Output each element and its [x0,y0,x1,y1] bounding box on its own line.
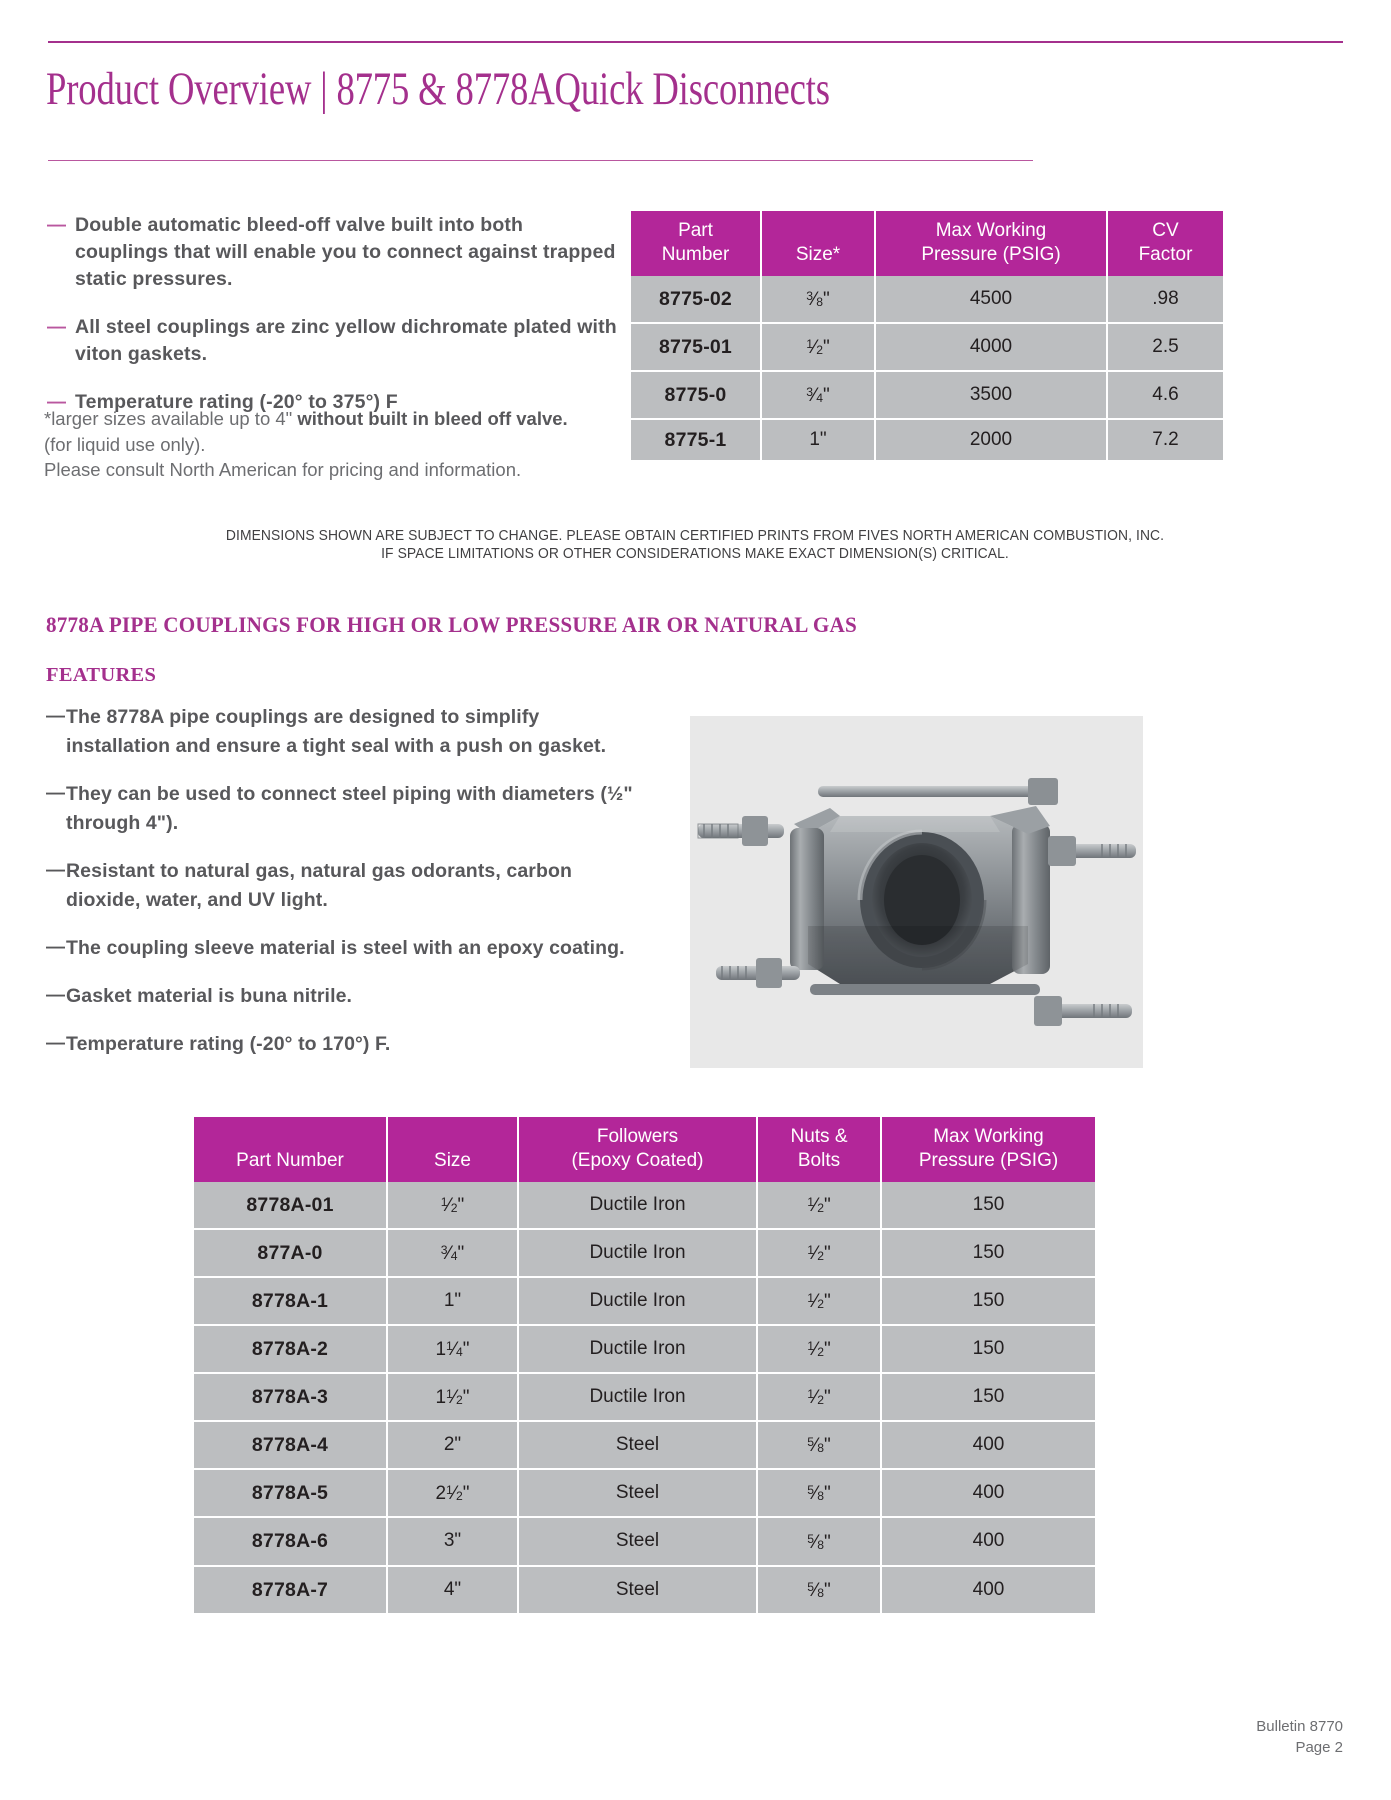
page-footer [1256,1716,1343,1758]
cell-followers: Ductile Iron [518,1182,757,1229]
table-row [194,1229,1095,1277]
cell-nuts-bolts: $^1⁄_2$" [757,1229,881,1277]
footnote-line-3: Please consult North American for pricing and information. [44,459,522,480]
column-header-followers: Followers (Epoxy Coated) [518,1117,757,1182]
disclaimer [125,528,1265,563]
table-row [194,1517,1095,1565]
column-header-part-number: Part Number [194,1117,387,1182]
cell-size: $^1⁄_2$" [761,323,875,371]
cell-size: $1^1⁄_2$" [387,1373,518,1421]
top-bullet-list [47,212,617,437]
cell-part-number: 8778A-2 [194,1325,387,1373]
list-item [47,314,617,368]
cell-nuts-bolts: $^5⁄_8$" [757,1517,881,1565]
page-title: Product Overview | 8775 & 8778AQuick Disconnects [46,63,830,115]
table-row [631,323,1223,371]
dash-icon: — [47,215,66,236]
footnote [44,406,644,483]
bullet-text: The coupling sleeve material is steel with an epoxy coating. [66,937,625,959]
cell-pressure: 150 [881,1182,1095,1229]
cell-cv: 4.6 [1107,371,1223,419]
cell-pressure: 400 [881,1421,1095,1469]
cell-part-number: 8778A-5 [194,1469,387,1517]
cell-size: 1" [387,1277,518,1325]
cell-nuts-bolts: $^1⁄_2$" [757,1373,881,1421]
cell-pressure: 4000 [875,323,1107,371]
dash-icon: — [46,706,65,727]
features-heading: FEATURES [46,664,157,686]
dash-icon: — [46,985,65,1006]
disclaimer-line-2: IF SPACE LIMITATIONS OR OTHER CONSIDERATIONS MAKE EXACT DIMENSION(S) CRITICAL. [381,545,1009,562]
cell-pressure: 400 [881,1517,1095,1565]
cell-followers: Ductile Iron [518,1229,757,1277]
header-bottom-rule [48,160,1033,161]
cell-size: 3" [387,1517,518,1565]
table-quick-disconnects [631,211,1223,460]
cell-nuts-bolts: $^5⁄_8$" [757,1469,881,1517]
cell-size: 2" [387,1421,518,1469]
cell-size: 4" [387,1566,518,1613]
header-top-rule [48,41,1343,43]
disclaimer-line-1: DIMENSIONS SHOWN ARE SUBJECT TO CHANGE. PLEASE OBTAIN CERTIFIED PRINTS FROM FIVES NORTH AMERICAN COMBUSTION, INC. [225,528,1165,544]
cell-size: $^3⁄_4$" [761,371,875,419]
cell-pressure: 400 [881,1566,1095,1613]
cell-followers: Steel [518,1566,757,1613]
table-row [631,276,1223,323]
cell-followers: Steel [518,1469,757,1517]
footer-page-number: Page 2 [1295,1739,1343,1756]
column-header-max-working-pressure: Max Working Pressure (PSIG) [875,211,1107,276]
cell-part-number: 8778A-4 [194,1421,387,1469]
table-row [631,371,1223,419]
table-pipe-couplings [194,1117,1095,1613]
bullet-text: All steel couplings are zinc yellow dichromate plated with viton gaskets. [75,316,617,365]
cell-part-number: 877A-0 [194,1229,387,1277]
table-header-row [631,211,1223,276]
cell-nuts-bolts: $^5⁄_8$" [757,1421,881,1469]
cell-pressure: 150 [881,1277,1095,1325]
cell-pressure: 150 [881,1373,1095,1421]
cell-pressure: 3500 [875,371,1107,419]
cell-size: $^3⁄_4$" [387,1229,518,1277]
column-header-nuts-bolts: Nuts & Bolts [757,1117,881,1182]
footer-bulletin: Bulletin 8770 [1256,1718,1343,1735]
table-row [194,1469,1095,1517]
cell-nuts-bolts: $^1⁄_2$" [757,1277,881,1325]
list-item [46,1030,646,1059]
cell-part-number: 8778A-6 [194,1517,387,1565]
cell-followers: Ductile Iron [518,1277,757,1325]
cell-part-number: 8778A-1 [194,1277,387,1325]
list-item [46,934,646,963]
cell-part-number: 8775-01 [631,323,761,371]
bullet-text: Gasket material is buna nitrile. [66,985,353,1007]
cell-followers: Steel [518,1421,757,1469]
cell-part-number: 8778A-01 [194,1182,387,1229]
list-item [46,780,646,838]
product-photo [690,716,1143,1068]
bullet-text: The 8778A pipe couplings are designed to simplify installation and ensure a tight seal with a push on gasket. [66,706,607,757]
table-header-row [194,1117,1095,1182]
cell-pressure: 400 [881,1469,1095,1517]
list-item [47,212,617,293]
table-row [194,1421,1095,1469]
section-heading: 8778A PIPE COUPLINGS FOR HIGH OR LOW PRESSURE AIR OR NATURAL GAS [46,612,857,637]
column-header-cv-factor: CV Factor [1107,211,1223,276]
dash-icon: — [46,937,65,958]
table-row [194,1277,1095,1325]
table-row [631,419,1223,460]
cell-pressure: 4500 [875,276,1107,323]
cell-nuts-bolts: $^1⁄_2$" [757,1182,881,1229]
coupling-illustration [690,716,1143,1068]
bullet-text: Double automatic bleed-off valve built into both couplings that will enable you to connect against trapped static pressures. [75,214,616,290]
cell-part-number: 8775-02 [631,276,761,323]
cell-cv: 2.5 [1107,323,1223,371]
bullet-text: Resistant to natural gas, natural gas odorants, carbon dioxide, water, and UV light. [66,860,573,911]
cell-part-number: 8775-1 [631,419,761,460]
cell-size: $2^1⁄_2$" [387,1469,518,1517]
cell-pressure: 150 [881,1229,1095,1277]
dash-icon: — [46,1033,65,1054]
cell-size: $^3⁄_8$" [761,276,875,323]
dash-icon: — [46,860,65,881]
dash-icon: — [46,783,65,804]
cell-followers: Steel [518,1517,757,1565]
footnote-line-1-bold: without built in bleed off valve. [297,408,568,429]
column-header-max-working-pressure: Max Working Pressure (PSIG) [881,1117,1095,1182]
column-header-size: Size* [761,211,875,276]
cell-followers: Ductile Iron [518,1373,757,1421]
table-row [194,1373,1095,1421]
dash-icon: — [47,317,66,338]
table-row [194,1566,1095,1613]
table-row [194,1325,1095,1373]
dash-icon: — [47,392,66,413]
cell-nuts-bolts: $^5⁄_8$" [757,1566,881,1613]
cell-followers: Ductile Iron [518,1325,757,1373]
list-item [46,703,646,761]
footnote-line-1-normal: *larger sizes available up to 4" [44,408,298,429]
cell-size: 1" [761,419,875,460]
bullet-text: They can be used to connect steel piping with diameters (½" through 4"). [66,783,633,834]
cell-nuts-bolts: $^1⁄_2$" [757,1325,881,1373]
bullet-text: Temperature rating (-20° to 375°) F [75,391,398,413]
cell-pressure: 2000 [875,419,1107,460]
list-item [46,857,646,915]
cell-part-number: 8778A-7 [194,1566,387,1613]
cell-part-number: 8778A-3 [194,1373,387,1421]
cell-pressure: 150 [881,1325,1095,1373]
table-row [194,1182,1095,1229]
bullet-text: Temperature rating (-20° to 170°) F. [66,1033,391,1055]
cell-part-number: 8775-0 [631,371,761,419]
cell-size: $1^1⁄_4$" [387,1325,518,1373]
column-header-size: Size [387,1117,518,1182]
features-bullet-list [46,703,646,1078]
list-item [46,982,646,1011]
footnote-line-2: (for liquid use only). [44,433,206,455]
column-header-part-number: Part Number [631,211,761,276]
cell-cv: 7.2 [1107,419,1223,460]
cell-cv: .98 [1107,276,1223,323]
cell-size: $^1⁄_2$" [387,1182,518,1229]
